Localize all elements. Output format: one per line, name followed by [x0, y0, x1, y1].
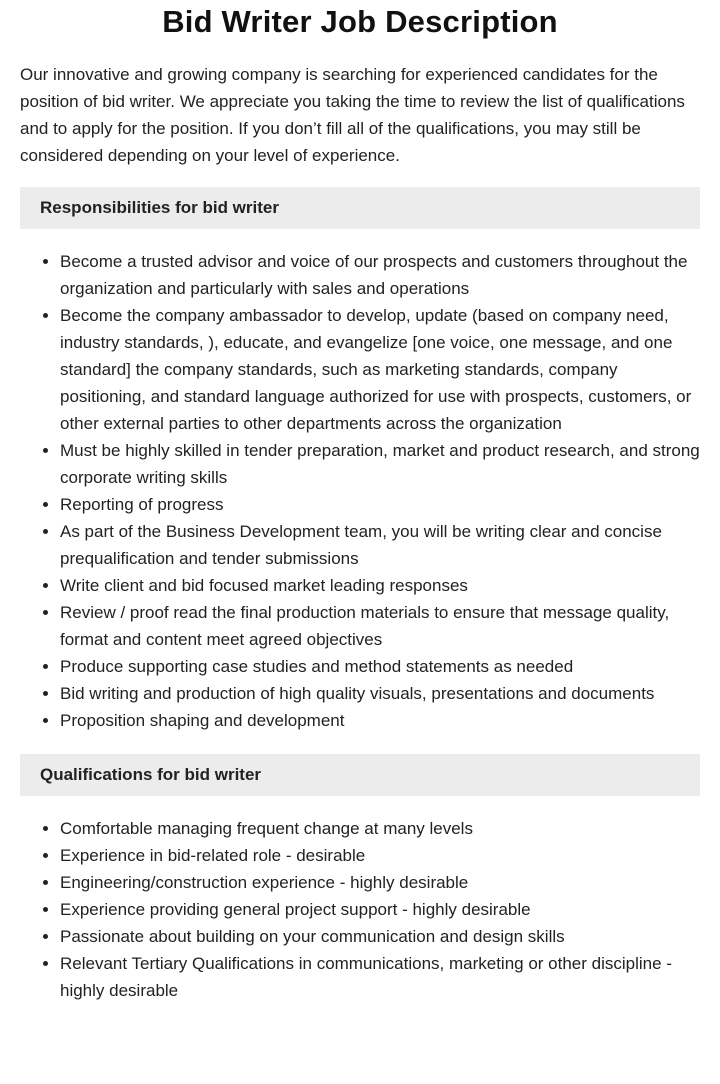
list-item: • Comfortable managing frequent change at many levels [60, 815, 700, 842]
qualifications-list [20, 815, 700, 1004]
intro-paragraph: Our innovative and growing company is searching for experienced candidates for the position of bid writer. We appreciate you taking the time to review the list of qualifications and to apply for the position. If you don’t fill all of the qualifications, you may still be considered depending on your level of experience. [20, 65, 685, 165]
list-item: • As part of the Business Development team, you will be writing clear and concise prequalification and tender submissions [60, 518, 700, 572]
list-item: • Become the company ambassador to develop, update (based on company need, industry standards, ), educate, and evangelize [one voice, one message, and one standard] the company standards, such as marketing standards, company positioning, and standard language authorized for use with prospects, customers, or other external parties to other departments across the organization [60, 302, 700, 437]
list-item: • Engineering/construction experience - highly desirable [60, 869, 700, 896]
list-item: • Reporting of progress [60, 491, 700, 518]
list-item: • Write client and bid focused market leading responses [60, 572, 700, 599]
list-item: • Become a trusted advisor and voice of our prospects and customers throughout the organization and particularly with sales and operations [60, 248, 700, 302]
list-item: • Bid writing and production of high quality visuals, presentations and documents [60, 680, 700, 707]
qualifications-heading: Qualifications for bid writer [20, 754, 700, 796]
list-item: • Relevant Tertiary Qualifications in communications, marketing or other discipline - highly desirable [60, 950, 700, 1004]
responsibilities-list [20, 248, 700, 734]
list-item: • Must be highly skilled in tender preparation, market and product research, and strong corporate writing skills [60, 437, 700, 491]
list-item: • Produce supporting case studies and method statements as needed [60, 653, 700, 680]
list-item: • Passionate about building on your communication and design skills [60, 923, 700, 950]
page-title: Bid Writer Job Description [162, 4, 558, 39]
list-item: • Review / proof read the final production materials to ensure that message quality, format and content meet agreed objectives [60, 599, 700, 653]
responsibilities-heading: Responsibilities for bid writer [20, 187, 700, 229]
list-item: • Proposition shaping and development [60, 707, 700, 734]
list-item: • Experience in bid-related role - desirable [60, 842, 700, 869]
list-item: • Experience providing general project support - highly desirable [60, 896, 700, 923]
